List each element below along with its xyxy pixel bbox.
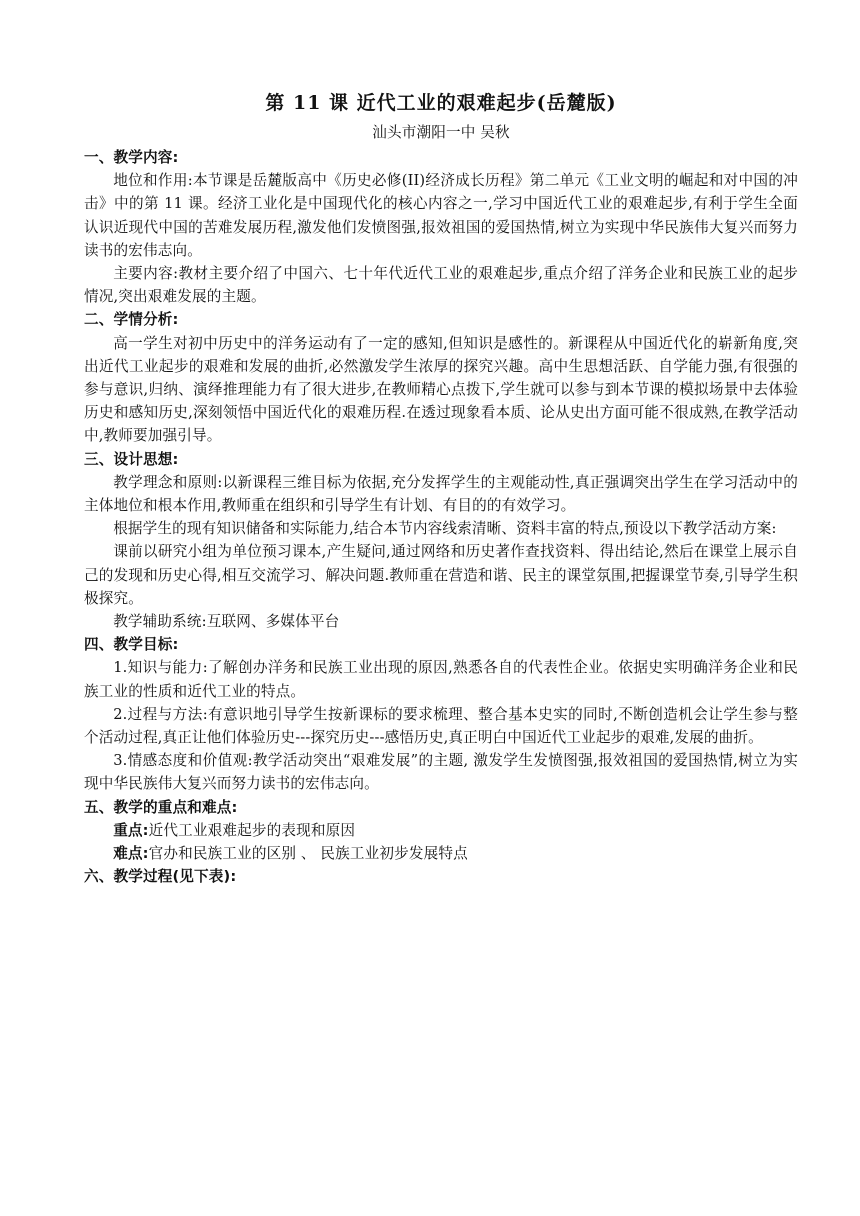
paragraph-goal-values: 3.情感态度和价值观:教学活动突出“艰难发展”的主题, 激发学生发愤图强,报效祖国的爱国热情,树立为实现中华民族伟大复兴而努力读书的宏伟志向。 — [84, 752, 798, 793]
paragraph-main-content: 主要内容:教材主要介绍了中国六、七十年代近代工业的艰难起步,重点介绍了洋务企业和民族工业的起步情况,突出艰难发展的主题。 — [84, 265, 798, 306]
paragraph-student-analysis: 高一学生对初中历史中的洋务运动有了一定的感知,但知识是感性的。新课程从中国近代化的崭新角度,突出近代工业起步的艰难和发展的曲折,必然激发学生浓厚的探究兴趣。高中生思想活跃、自学能力强,有很强的参与意识,归纳、演绎推理能力有了很大进步,在教师精心点拨下,学生就可以参与到本节课的模拟场景中去体验历史和感知历史,深刻领悟中国近代化的艰难历程.在透过现象看本质、论从史出方面可能不很成熟,在教学活动中,教师要加强引导。 — [84, 334, 798, 445]
paragraph-design-support: 教学辅助系统:互联网、多媒体平台 — [113, 613, 340, 631]
paragraph-key-point — [84, 819, 798, 842]
difficult-point-label: 难点: — [113, 845, 149, 863]
section-heading-goals: 四、教学目标: — [84, 636, 179, 654]
paragraph-role: 地位和作用:本节课是岳麓版高中《历史必修(II)经济成长历程》第二单元《工业文明的崛起和对中国的冲击》中的第 11 课。经济工业化是中国现代化的核心内容之一,学习中国近代工业的艰难起步,有利于学生全面认识近现代中国的苦难发展历程,激发他们发愤图强,报效祖国的爱国热情,树立为实现中华民族伟大复兴而努力读书的宏伟志向。 — [84, 172, 798, 259]
paragraph-design-basis: 根据学生的现有知识储备和实际能力,结合本节内容线索清晰、资料丰富的特点,预设以下教学活动方案: — [113, 520, 777, 538]
paragraph-difficult-point — [84, 842, 798, 865]
difficult-point-text: 官办和民族工业的区别 、 民族工业初步发展特点 — [148, 845, 468, 863]
paragraph-design-plan: 课前以研究小组为单位预习课本,产生疑问,通过网络和历史著作查找资料、得出结论,然后在课堂上展示自己的发现和历史心得,相互交流学习、解决问题.教师重在营造和谐、民主的课堂氛围,把握课堂节奏,引导学生积极探究。 — [84, 543, 798, 607]
document-content — [84, 88, 798, 889]
document-title: 第 11 课 近代工业的艰难起步(岳麓版) — [265, 92, 617, 114]
document-author: 汕头市潮阳一中 吴秋 — [372, 124, 510, 141]
key-point-text: 近代工业艰难起步的表现和原因 — [148, 821, 356, 839]
section-heading-student-analysis: 二、学情分析: — [84, 311, 179, 329]
paragraph-goal-process: 2.过程与方法:有意识地引导学生按新课标的要求梳理、整合基本史实的同时,不断创造机会让学生参与整个活动过程,真正让他们体验历史---探究历史---感悟历史,真正明白中国近代工业起步的艰难,发展的曲折。 — [84, 705, 798, 747]
section-heading-content: 一、教学内容: — [84, 149, 179, 166]
section-heading-design: 三、设计思想: — [84, 450, 179, 468]
paragraph-goal-knowledge: 1.知识与能力:了解创办洋务和民族工业出现的原因,熟悉各自的代表性企业。依据史实明确洋务企业和民族工业的性质和近代工业的特点。 — [84, 659, 798, 700]
paragraph-design-principle: 教学理念和原则:以新课程三维目标为依据,充分发挥学生的主观能动性,真正强调突出学生在学习活动中的主体地位和根本作用,教师重在组织和引导学生有计划、有目的的有效学习。 — [84, 473, 798, 515]
section-heading-process: 六、教学过程(见下表): — [84, 868, 237, 886]
key-point-label: 重点: — [113, 821, 149, 839]
section-heading-key-points: 五、教学的重点和难点: — [84, 798, 238, 816]
